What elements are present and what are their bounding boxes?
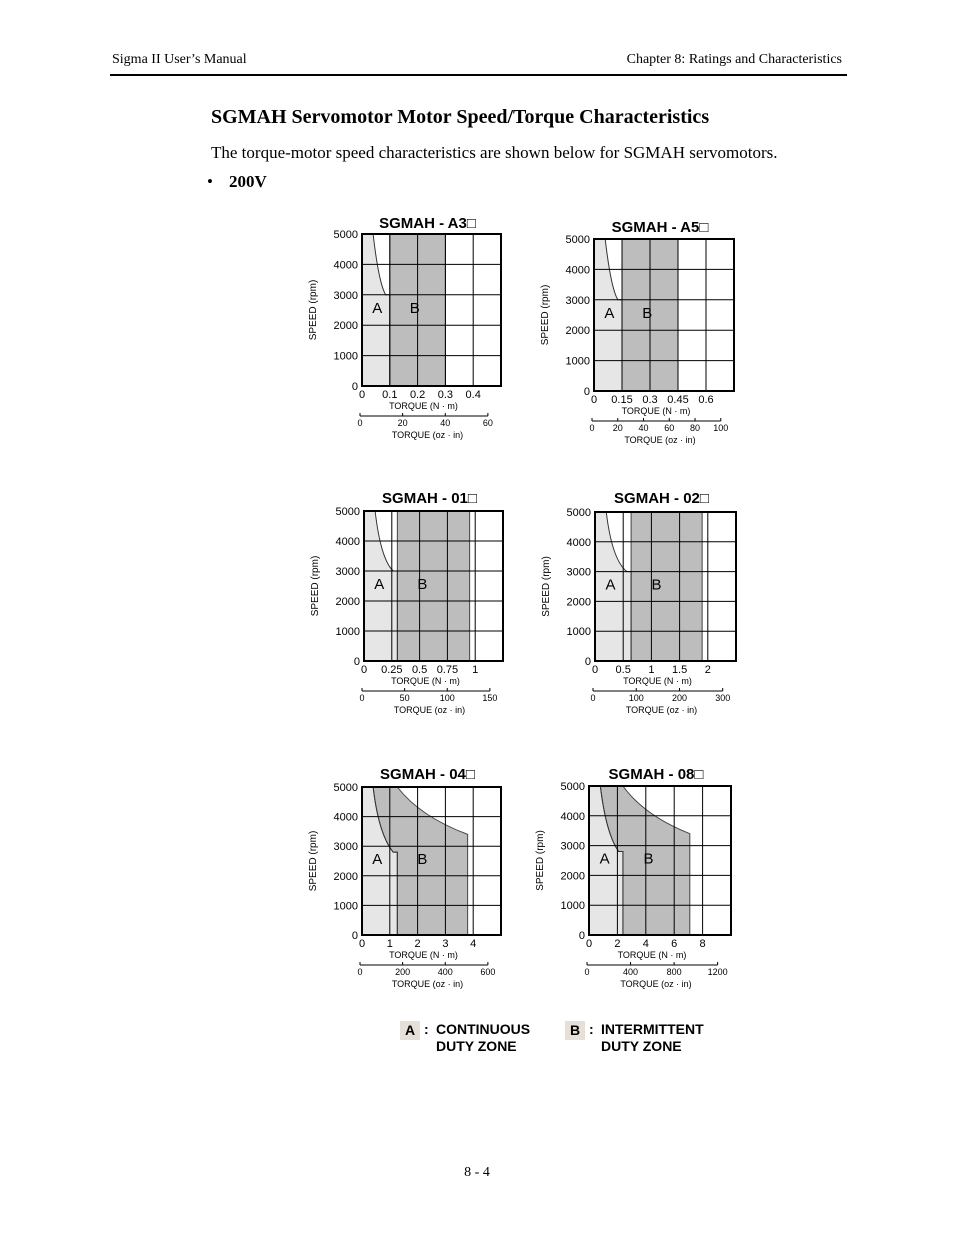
legend-a-line2: DUTY ZONE	[436, 1038, 517, 1054]
y-axis-label: SPEED (rpm)	[540, 284, 551, 346]
zone-a-label: A	[374, 576, 385, 593]
y-tick-label: 5000	[565, 234, 590, 246]
voltage-label: 200V	[228, 172, 267, 191]
x-tick-label: 0.5	[411, 664, 428, 676]
legend-a-box: A	[400, 1021, 420, 1040]
x-tick-label: 0.45	[667, 394, 689, 406]
bullet-dot: •	[207, 172, 213, 191]
chart-title: SGMAH - A3□	[379, 215, 476, 232]
x-tick-label: 4	[470, 938, 477, 950]
y-tick-label: 0	[578, 930, 585, 942]
oz-tick-label: 100	[628, 693, 644, 703]
y-tick-label: 0	[583, 386, 590, 398]
x-tick-label: 0	[590, 394, 598, 406]
y-tick-label: 5000	[333, 229, 358, 241]
chart-title: SGMAH - 01□	[382, 490, 477, 507]
x-tick-label: 0.75	[436, 664, 459, 676]
y-tick-label: 4000	[333, 259, 358, 272]
zone-b-area	[631, 512, 702, 661]
chart-title: SGMAH - A5□	[611, 219, 709, 236]
y-tick-label: 0	[351, 930, 358, 942]
oz-tick-label: 0	[584, 967, 590, 977]
oz-tick-label: 60	[664, 423, 675, 433]
x-tick-label: 0	[358, 938, 366, 950]
legend-b-line2: DUTY ZONE	[601, 1038, 682, 1054]
x-tick-label: 0.1	[382, 389, 398, 401]
x-axis-label-ozin: TORQUE (oz · in)	[625, 705, 698, 715]
x-tick-label: 0	[591, 664, 599, 676]
chart-title: SGMAH - 02□	[614, 490, 709, 507]
x-axis-label-ozin: TORQUE (oz · in)	[391, 430, 464, 440]
y-tick-label: 5000	[566, 507, 591, 519]
zone-b-label: B	[651, 576, 662, 594]
legend-b-colon: :	[589, 1021, 594, 1037]
y-tick-label: 0	[351, 381, 358, 393]
y-tick-label: 3000	[560, 840, 585, 853]
y-tick-label: 0	[353, 656, 360, 668]
legend-b-line1: INTERMITTENT	[601, 1021, 704, 1037]
y-tick-label: 1000	[333, 350, 358, 363]
page-number: 8 - 4	[464, 1165, 490, 1180]
oz-tick-label: 800	[666, 967, 682, 977]
oz-tick-label: 600	[480, 967, 496, 977]
y-tick-label: 5000	[333, 782, 358, 794]
x-tick-label: 0	[360, 664, 368, 676]
y-axis-label: SPEED (rpm)	[308, 830, 319, 892]
y-tick-label: 4000	[565, 264, 590, 277]
x-tick-label: 4	[642, 938, 649, 950]
oz-tick-label: 0	[590, 693, 596, 703]
y-tick-label: 4000	[333, 811, 358, 824]
oz-tick-label: 300	[715, 693, 731, 703]
x-axis-label-nm: TORQUE (N · m)	[389, 950, 458, 960]
x-tick-label: 0.3	[642, 394, 658, 406]
zone-a-label: A	[605, 576, 616, 594]
zone-b-label: B	[417, 850, 428, 868]
x-tick-label: 0.3	[437, 389, 454, 401]
x-tick-label: 0.15	[611, 394, 633, 406]
y-tick-label: 4000	[335, 536, 360, 548]
y-tick-label: 1000	[560, 900, 585, 913]
x-axis-label-ozin: TORQUE (oz · in)	[391, 979, 464, 989]
oz-tick-label: 1200	[707, 967, 728, 977]
x-axis-label-nm: TORQUE (N · m)	[617, 950, 687, 960]
section-title: SGMAH Servomotor Motor Speed/Torque Characteristics	[211, 106, 710, 128]
x-axis-label-ozin: TORQUE (oz · in)	[624, 435, 696, 445]
x-tick-label: 0.25	[381, 664, 403, 676]
x-tick-label: 1	[648, 664, 655, 676]
x-axis-label-ozin: TORQUE (oz · in)	[393, 705, 466, 715]
oz-tick-label: 0	[357, 967, 363, 977]
x-axis-label-nm: TORQUE (N · m)	[621, 406, 691, 416]
x-tick-label: 0.5	[615, 664, 631, 676]
oz-tick-label: 0	[357, 418, 363, 428]
oz-tick-label: 50	[399, 693, 410, 703]
y-tick-label: 4000	[560, 810, 585, 823]
oz-tick-label: 40	[440, 418, 451, 428]
y-tick-label: 3000	[566, 566, 591, 579]
legend-b-text	[601, 1021, 704, 1055]
zone-b-label: B	[417, 576, 428, 593]
legend-a-text	[436, 1021, 530, 1055]
oz-tick-label: 200	[395, 967, 411, 977]
x-axis-label-nm: TORQUE (N · m)	[389, 401, 458, 411]
oz-tick-label: 0	[589, 423, 595, 433]
zone-a-label: A	[372, 300, 383, 318]
x-tick-label: 1	[472, 664, 479, 676]
y-tick-label: 1000	[333, 900, 358, 913]
y-tick-label: 2000	[333, 870, 358, 883]
oz-tick-label: 60	[482, 418, 493, 428]
x-tick-label: 2	[704, 664, 711, 676]
x-tick-label: 8	[699, 938, 706, 950]
y-tick-label: 4000	[566, 536, 591, 549]
y-axis-label: SPEED (rpm)	[541, 556, 552, 617]
x-tick-label: 0.6	[698, 394, 714, 406]
zone-a-label: A	[604, 305, 615, 323]
y-axis-label: SPEED (rpm)	[535, 830, 546, 891]
x-tick-label: 1	[386, 938, 393, 950]
oz-tick-label: 80	[690, 423, 701, 433]
y-tick-label: 1000	[335, 626, 360, 638]
y-tick-label: 1000	[565, 355, 590, 368]
legend-b-box: B	[565, 1021, 585, 1040]
x-tick-label: 0	[585, 938, 593, 950]
y-axis-label: SPEED (rpm)	[308, 279, 319, 341]
y-tick-label: 3000	[565, 294, 590, 307]
x-tick-label: 1.5	[671, 664, 688, 676]
x-tick-label: 0.4	[465, 389, 481, 401]
oz-tick-label: 150	[482, 693, 498, 703]
y-tick-label: 1000	[566, 626, 591, 639]
oz-tick-label: 20	[397, 418, 408, 428]
y-tick-label: 3000	[333, 289, 358, 302]
zone-b-area	[397, 511, 469, 661]
oz-tick-label: 20	[612, 423, 623, 433]
y-tick-label: 2000	[560, 870, 585, 883]
x-tick-label: 6	[671, 938, 678, 950]
legend-a-line1: CONTINUOUS	[436, 1021, 531, 1037]
intro-paragraph: The torque-motor speed characteristics are shown below for SGMAH servomotors.	[211, 143, 778, 162]
x-tick-label: 2	[414, 938, 421, 950]
y-tick-label: 2000	[335, 596, 360, 608]
x-tick-label: 3	[442, 938, 449, 950]
zone-b-label: B	[643, 850, 654, 868]
zone-a-label: A	[372, 850, 383, 868]
oz-tick-label: 0	[359, 693, 365, 703]
y-tick-label: 3000	[333, 841, 358, 854]
y-tick-label: 5000	[560, 781, 585, 793]
header-chapter-title: Chapter 8: Ratings and Characteristics	[626, 52, 842, 67]
x-tick-label: 0.2	[409, 389, 426, 401]
header-manual-title: Sigma II User’s Manual	[112, 52, 247, 67]
y-tick-label: 5000	[335, 506, 360, 518]
x-tick-label: 0	[358, 389, 366, 401]
y-axis-label: SPEED (rpm)	[310, 555, 321, 617]
x-axis-label-nm: TORQUE (N · m)	[391, 676, 460, 686]
chart-title: SGMAH - 04□	[380, 766, 475, 783]
y-tick-label: 2000	[565, 325, 590, 338]
chart-title: SGMAH - 08□	[608, 766, 704, 783]
oz-tick-label: 200	[671, 693, 687, 703]
oz-tick-label: 100	[439, 693, 455, 703]
zone-b-label: B	[642, 305, 653, 323]
oz-tick-label: 400	[437, 967, 453, 977]
x-tick-label: 2	[614, 938, 621, 950]
y-tick-label: 2000	[566, 596, 591, 609]
y-tick-label: 3000	[335, 566, 360, 578]
oz-tick-label: 40	[638, 423, 649, 433]
oz-tick-label: 100	[713, 423, 729, 433]
legend-a-colon: :	[424, 1021, 429, 1037]
zone-b-label: B	[409, 300, 420, 318]
y-tick-label: 2000	[333, 320, 358, 333]
zone-a-label: A	[599, 850, 610, 868]
x-axis-label-nm: TORQUE (N · m)	[623, 676, 692, 686]
x-axis-label-ozin: TORQUE (oz · in)	[620, 979, 692, 989]
y-tick-label: 0	[584, 656, 591, 668]
oz-tick-label: 400	[623, 967, 639, 977]
